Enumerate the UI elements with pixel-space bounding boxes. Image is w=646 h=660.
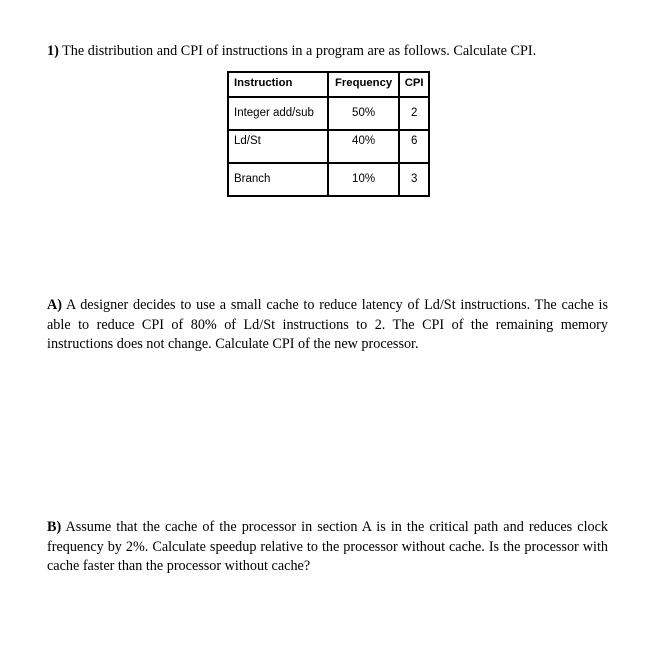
- question-text: The distribution and CPI of instructions in a program are as follows. Calculate CPI.: [62, 43, 537, 59]
- header-instruction: Instruction: [228, 72, 328, 97]
- cell-cpi: 2: [399, 97, 429, 130]
- part-b-label: B): [47, 519, 62, 535]
- table-row: [228, 97, 429, 130]
- part-a: [47, 296, 608, 355]
- cell-cpi: 6: [399, 130, 429, 163]
- cell-cpi: 3: [399, 163, 429, 196]
- table-row: [228, 163, 429, 196]
- cell-instruction: Ld/St: [228, 130, 328, 163]
- table-row: [228, 130, 429, 163]
- part-b: [47, 518, 608, 577]
- question-1: [47, 42, 536, 60]
- part-a-text: A designer decides to use a small cache to reduce latency of Ld/St instructions. The cache is able to reduce CPI of 80% of Ld/St instructions to 2. The CPI of the remaining memory instructions does not change. Calculate CPI of the new processor.: [47, 297, 608, 352]
- question-number: 1): [47, 43, 59, 59]
- cell-instruction: Branch: [228, 163, 328, 196]
- cell-frequency: 10%: [328, 163, 399, 196]
- part-b-text: Assume that the cache of the processor in section A is in the critical path and reduces clock frequency by 2%. Calculate speedup relative to the processor without cache. Is the processor with cache faster than the processor without cache?: [47, 519, 608, 574]
- header-frequency: Frequency: [328, 72, 399, 97]
- header-cpi: CPI: [399, 72, 429, 97]
- cell-frequency: 40%: [328, 130, 399, 163]
- cell-frequency: 50%: [328, 97, 399, 130]
- table-header-row: [228, 72, 429, 97]
- instruction-cpi-table: [227, 71, 430, 197]
- part-a-label: A): [47, 297, 62, 313]
- cell-instruction: Integer add/sub: [228, 97, 328, 130]
